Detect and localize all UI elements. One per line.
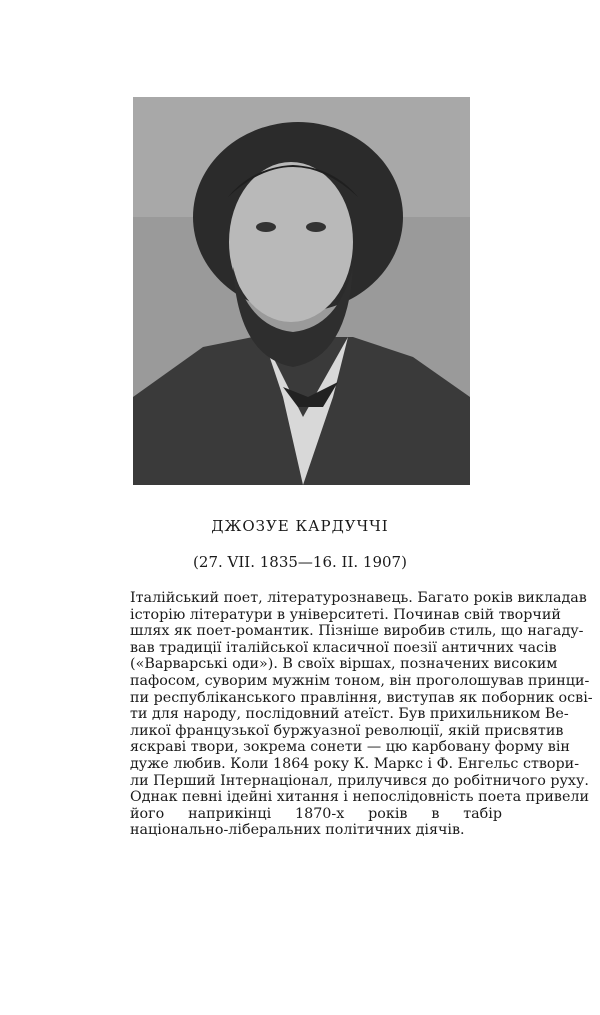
text-line: вав традиції італійської класичної поезії античних часів (130, 639, 557, 656)
text-line: Однак певні ідейні хитання і непослідовність поета привели (130, 789, 590, 806)
text-line: шлях як поет-романтик. Пізніше виробив стиль, що нагаду- (130, 623, 584, 640)
page-title: ДЖОЗУЕ КАРДУЧЧІ (211, 517, 389, 535)
text-line: яскраві твори, зокрема сонети — цю карбовану форму він (130, 739, 570, 756)
portrait-photo (133, 97, 470, 485)
text-line: Італійський поет, літературознавець. Багато років викладав (130, 590, 587, 606)
text-line: дуже любив. Коли 1864 року К. Маркс і Ф. Енгельс створи- (130, 755, 580, 772)
text-line: пафосом, суворим мужнім тоном, він проголошував принци- (130, 672, 590, 689)
text-line: ли Перший Інтернаціонал, прилучився до робітничого руху. (130, 772, 589, 789)
biography-text (130, 590, 593, 839)
text-line: історію літератури в університеті. Починав свій творчий (130, 606, 561, 623)
text-line-final: його наприкінці 1870-х років в табір національно-ліберальних політичних діячів. (130, 805, 502, 839)
text-line: ликої французької буржуазної революції, якій присвятив (130, 722, 564, 739)
text-line: («Варварські оди»). В своїх віршах, позначених високим (130, 656, 558, 673)
text-line: пи республіканського правління, виступав як поборник осві- (130, 689, 593, 706)
life-dates: (27. VII. 1835—16. II. 1907) (193, 553, 407, 571)
text-line: ти для народу, послідовний атеїст. Був прихильником Ве- (130, 706, 569, 723)
